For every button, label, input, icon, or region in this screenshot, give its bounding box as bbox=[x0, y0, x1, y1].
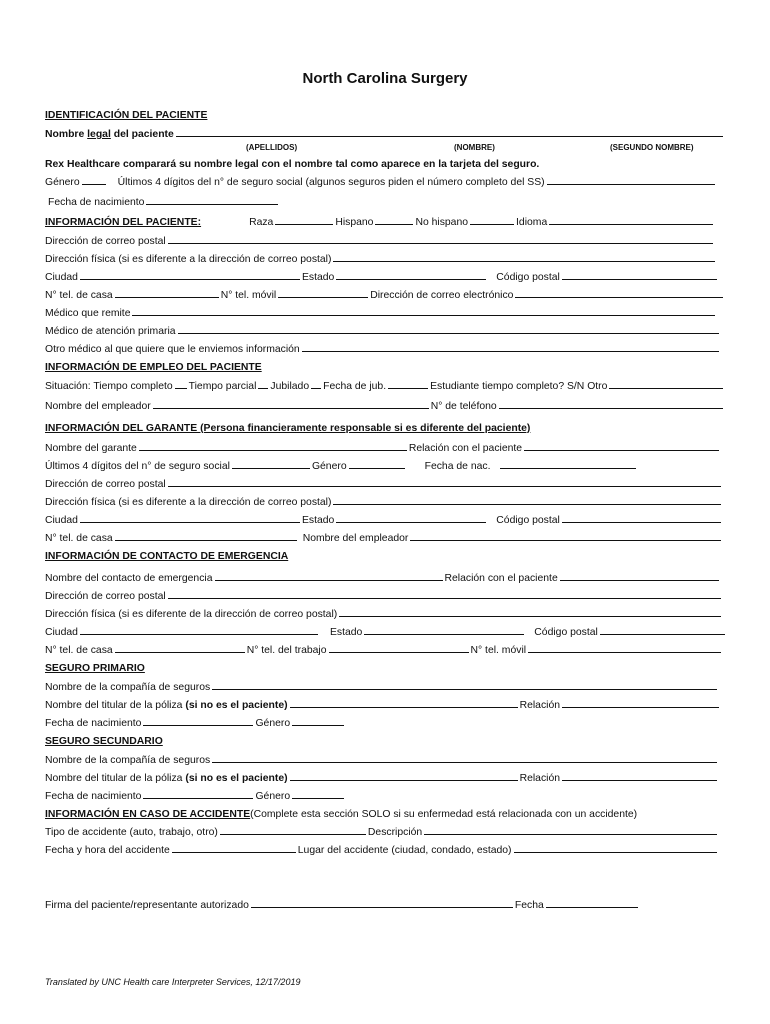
accident-place-label: Lugar del accidente (ciudad, condado, estado) bbox=[297, 845, 512, 856]
emergency-zip-label: Código postal bbox=[534, 627, 598, 638]
primary-holder-row bbox=[45, 697, 725, 711]
guarantor-mailing-row bbox=[45, 476, 725, 490]
secondary-company-field[interactable] bbox=[212, 762, 717, 763]
home-phone-field[interactable] bbox=[115, 297, 219, 298]
ssn-field[interactable] bbox=[547, 184, 715, 185]
guarantor-state-field[interactable] bbox=[336, 522, 486, 523]
other-doctor-row bbox=[45, 341, 725, 355]
secondary-holder-row bbox=[45, 770, 725, 784]
section-patient-id bbox=[45, 107, 725, 121]
guarantor-home-phone-field[interactable] bbox=[115, 540, 297, 541]
race-label: Raza bbox=[249, 217, 274, 228]
guarantor-dob-label: Fecha de nac. bbox=[424, 461, 491, 472]
sub-segundo-nombre: (SEGUNDO NOMBRE) bbox=[610, 143, 694, 152]
referring-doctor-field[interactable] bbox=[132, 315, 715, 316]
primary-holder-label: Nombre del titular de la póliza (si no es el paciente) bbox=[45, 700, 288, 711]
mobile-phone-label: N° tel. móvil bbox=[220, 290, 277, 301]
full-time-label: Situación: Tiempo completo bbox=[45, 381, 173, 392]
dob-label: Fecha de nacimiento bbox=[48, 197, 145, 208]
guarantor-physical-row bbox=[45, 494, 725, 508]
legal-name-field[interactable] bbox=[176, 136, 723, 137]
accident-datetime-field[interactable] bbox=[172, 852, 296, 853]
guarantor-zip-field[interactable] bbox=[562, 522, 721, 523]
guarantor-gender-field[interactable] bbox=[349, 468, 405, 469]
secondary-dob-label: Fecha de nacimiento bbox=[45, 791, 142, 802]
guarantor-ssn-label: Últimos 4 dígitos del n° de seguro social bbox=[45, 461, 230, 472]
primary-relation-field[interactable] bbox=[562, 707, 719, 708]
mailing-address-field[interactable] bbox=[168, 243, 713, 244]
page-title: North Carolina Surgery bbox=[302, 70, 468, 87]
emergency-home-phone-field[interactable] bbox=[115, 652, 245, 653]
secondary-insurance-header-row bbox=[45, 733, 725, 747]
employer-field[interactable] bbox=[153, 408, 429, 409]
section-header-patient-id: IDENTIFICACIÓN DEL PACIENTE bbox=[45, 110, 208, 121]
secondary-gender-label: Género bbox=[255, 791, 291, 802]
emergency-mobile-phone-label: N° tel. móvil bbox=[470, 645, 527, 656]
guarantor-zip-label: Código postal bbox=[496, 515, 560, 526]
primary-dob-field[interactable] bbox=[143, 725, 253, 726]
emergency-city-label: Ciudad bbox=[45, 627, 78, 638]
accident-datetime-label: Fecha y hora del accidente bbox=[45, 845, 170, 856]
dob-row bbox=[48, 194, 728, 208]
language-label: Idioma bbox=[516, 217, 548, 228]
email-field[interactable] bbox=[515, 297, 723, 298]
patient-info-header-row bbox=[45, 214, 725, 228]
guarantor-physical-label: Dirección física (si es diferente a la dirección de correo postal) bbox=[45, 497, 332, 508]
accident-header-note: (Complete esta sección SOLO si su enfermedad está relacionada con un accidente) bbox=[250, 809, 638, 820]
guarantor-employer-label: Nombre del empleador bbox=[302, 533, 409, 544]
guarantor-header-row bbox=[45, 420, 725, 434]
employment-status-row bbox=[45, 378, 725, 392]
signature-date-label: Fecha bbox=[514, 900, 544, 911]
employment-header-row bbox=[45, 359, 725, 373]
accident-description-field[interactable] bbox=[424, 834, 717, 835]
primary-company-label: Nombre de la compañía de seguros bbox=[45, 682, 211, 693]
emergency-zip-field[interactable] bbox=[600, 634, 725, 635]
retired-field[interactable] bbox=[311, 388, 321, 389]
primary-doctor-label: Médico de atención primaria bbox=[45, 326, 176, 337]
referring-doctor-row bbox=[45, 305, 725, 319]
section-header-employment: INFORMACIÓN DE EMPLEO DEL PACIENTE bbox=[45, 362, 262, 373]
emergency-mailing-label: Dirección de correo postal bbox=[45, 591, 166, 602]
state-field[interactable] bbox=[336, 279, 486, 280]
guarantor-ssn-field[interactable] bbox=[232, 468, 310, 469]
primary-holder-field[interactable] bbox=[290, 707, 518, 708]
emergency-mailing-row bbox=[45, 588, 725, 602]
part-time-label: Tiempo parcial bbox=[188, 381, 257, 392]
rex-note-text: Rex Healthcare comparará su nombre legal con el nombre tal como aparece en la tarjeta del seguro. bbox=[45, 159, 540, 170]
section-header-emergency: INFORMACIÓN DE CONTACTO DE EMERGENCIA bbox=[45, 551, 289, 562]
guarantor-name-label: Nombre del garante bbox=[45, 443, 137, 454]
primary-company-field[interactable] bbox=[212, 689, 717, 690]
retirement-date-label: Fecha de jub. bbox=[323, 381, 387, 392]
gender-ssn-row bbox=[45, 174, 725, 188]
signature-label: Firma del paciente/representante autorizado bbox=[45, 900, 249, 911]
emergency-mailing-field[interactable] bbox=[168, 598, 721, 599]
city-field[interactable] bbox=[80, 279, 300, 280]
primary-dob-label: Fecha de nacimiento bbox=[45, 718, 142, 729]
home-phone-label: N° tel. de casa bbox=[45, 290, 113, 301]
emergency-city-field[interactable] bbox=[80, 634, 318, 635]
employer-phone-label: N° de teléfono bbox=[430, 401, 497, 412]
secondary-relation-label: Relación bbox=[519, 773, 561, 784]
emergency-physical-field[interactable] bbox=[339, 616, 721, 617]
physical-address-label: Dirección física (si es diferente a la dirección de correo postal) bbox=[45, 254, 332, 265]
other-doctor-label: Otro médico al que quiere que le enviemos información bbox=[45, 344, 300, 355]
translation-footer: Translated by UNC Health care Interpreter Services, 12/17/2019 bbox=[45, 977, 301, 987]
city-label: Ciudad bbox=[45, 272, 78, 283]
primary-dob-row bbox=[45, 715, 725, 729]
emergency-name-row bbox=[45, 570, 725, 584]
sub-nombre: (NOMBRE) bbox=[454, 143, 495, 152]
accident-datetime-row bbox=[45, 842, 725, 856]
state-label: Estado bbox=[301, 272, 335, 283]
emergency-phones-row bbox=[45, 642, 725, 656]
guarantor-mailing-field[interactable] bbox=[168, 486, 721, 487]
section-header-primary-insurance: SEGURO PRIMARIO bbox=[45, 663, 145, 674]
legal-name-label: Nombre legal del paciente bbox=[45, 129, 174, 140]
rex-note bbox=[45, 156, 725, 170]
section-header-secondary-insurance: SEGURO SECUNDARIO bbox=[45, 736, 163, 747]
physical-address-row bbox=[45, 251, 725, 265]
ssn-label: Últimos 4 dígitos del n° de seguro social (algunos seguros piden el número completo del SS) bbox=[117, 177, 545, 188]
employer-label: Nombre del empleador bbox=[45, 401, 151, 412]
guarantor-city-label: Ciudad bbox=[45, 515, 78, 526]
mailing-address-label: Dirección de correo postal bbox=[45, 236, 166, 247]
secondary-company-label: Nombre de la compañía de seguros bbox=[45, 755, 211, 766]
accident-type-label: Tipo de accidente (auto, trabajo, otro) bbox=[45, 827, 218, 838]
emergency-physical-label: Dirección física (si es diferente de la dirección de correo postal) bbox=[45, 609, 338, 620]
secondary-relation-field[interactable] bbox=[562, 780, 717, 781]
emergency-physical-row bbox=[45, 606, 725, 620]
primary-gender-label: Género bbox=[255, 718, 291, 729]
part-time-field[interactable] bbox=[258, 388, 268, 389]
retirement-date-field[interactable] bbox=[388, 388, 428, 389]
guarantor-phone-row bbox=[45, 530, 725, 544]
emergency-name-label: Nombre del contacto de emergencia bbox=[45, 573, 213, 584]
guarantor-gender-label: Género bbox=[311, 461, 347, 472]
race-field[interactable] bbox=[275, 224, 333, 225]
other-doctor-field[interactable] bbox=[302, 351, 719, 352]
phones-email-row bbox=[45, 287, 725, 301]
secondary-company-row bbox=[45, 752, 725, 766]
emergency-mobile-phone-field[interactable] bbox=[528, 652, 721, 653]
legal-name-row bbox=[45, 126, 725, 140]
emergency-relation-label: Relación con el paciente bbox=[444, 573, 558, 584]
guarantor-relation-field[interactable] bbox=[524, 450, 719, 451]
primary-gender-field[interactable] bbox=[292, 725, 344, 726]
guarantor-relation-label: Relación con el paciente bbox=[408, 443, 523, 454]
employer-phone-field[interactable] bbox=[499, 408, 723, 409]
guarantor-physical-field[interactable] bbox=[333, 504, 721, 505]
section-header-accident: INFORMACIÓN EN CASO DE ACCIDENTE bbox=[45, 809, 251, 820]
emergency-home-phone-label: N° tel. de casa bbox=[45, 645, 113, 656]
signature-field[interactable] bbox=[251, 907, 513, 908]
primary-insurance-header-row bbox=[45, 660, 725, 674]
guarantor-ssn-row bbox=[45, 458, 725, 472]
secondary-gender-field[interactable] bbox=[292, 798, 344, 799]
primary-doctor-row bbox=[45, 323, 725, 337]
signature-date-field[interactable] bbox=[546, 907, 638, 908]
sub-apellidos: (APELLIDOS) bbox=[246, 143, 298, 152]
hispanic-field[interactable] bbox=[375, 224, 413, 225]
non-hispanic-label: No hispano bbox=[415, 217, 469, 228]
guarantor-employer-field[interactable] bbox=[410, 540, 721, 541]
email-label: Dirección de correo electrónico bbox=[370, 290, 514, 301]
non-hispanic-field[interactable] bbox=[470, 224, 514, 225]
emergency-state-label: Estado bbox=[329, 627, 363, 638]
emergency-state-field[interactable] bbox=[364, 634, 524, 635]
secondary-dob-field[interactable] bbox=[143, 798, 253, 799]
zip-label: Código postal bbox=[496, 272, 560, 283]
section-header-patient-info: INFORMACIÓN DEL PACIENTE: bbox=[45, 217, 202, 228]
guarantor-home-phone-label: N° tel. de casa bbox=[45, 533, 113, 544]
emergency-work-phone-field[interactable] bbox=[329, 652, 469, 653]
referring-doctor-label: Médico que remite bbox=[45, 308, 131, 319]
emergency-city-row bbox=[45, 624, 725, 638]
primary-doctor-field[interactable] bbox=[178, 333, 719, 334]
accident-place-field[interactable] bbox=[514, 852, 718, 853]
physical-address-field[interactable] bbox=[333, 261, 715, 262]
mailing-address-row bbox=[45, 233, 725, 247]
secondary-holder-field[interactable] bbox=[290, 780, 518, 781]
retired-label: Jubilado bbox=[270, 381, 310, 392]
accident-type-field[interactable] bbox=[220, 834, 366, 835]
guarantor-city-row bbox=[45, 512, 725, 526]
emergency-header-row bbox=[45, 548, 725, 562]
student-field[interactable] bbox=[609, 388, 723, 389]
accident-description-label: Descripción bbox=[367, 827, 423, 838]
secondary-dob-row bbox=[45, 788, 725, 802]
emergency-name-field[interactable] bbox=[215, 580, 443, 581]
student-label: Estudiante tiempo completo? S/N Otro bbox=[430, 381, 608, 392]
section-header-guarantor: INFORMACIÓN DEL GARANTE (Persona financieramente responsable si es diferente del paciente) bbox=[45, 423, 531, 434]
primary-relation-label: Relación bbox=[519, 700, 561, 711]
gender-label: Género bbox=[45, 177, 80, 188]
city-state-zip-row bbox=[45, 269, 725, 283]
accident-type-row bbox=[45, 824, 725, 838]
signature-row bbox=[45, 897, 725, 911]
gender-field[interactable] bbox=[82, 184, 106, 185]
guarantor-name-row bbox=[45, 440, 725, 454]
language-field[interactable] bbox=[549, 224, 713, 225]
emergency-work-phone-label: N° tel. del trabajo bbox=[246, 645, 327, 656]
emergency-relation-field[interactable] bbox=[560, 580, 719, 581]
primary-company-row bbox=[45, 679, 725, 693]
accident-header-row bbox=[45, 806, 725, 820]
mobile-phone-field[interactable] bbox=[278, 297, 368, 298]
zip-field[interactable] bbox=[562, 279, 717, 280]
guarantor-city-field[interactable] bbox=[80, 522, 300, 523]
guarantor-name-field[interactable] bbox=[139, 450, 407, 451]
full-time-field[interactable] bbox=[175, 388, 187, 389]
guarantor-mailing-label: Dirección de correo postal bbox=[45, 479, 166, 490]
hispanic-label: Hispano bbox=[335, 217, 374, 228]
guarantor-state-label: Estado bbox=[301, 515, 335, 526]
guarantor-dob-field[interactable] bbox=[500, 468, 636, 469]
employer-row bbox=[45, 398, 725, 412]
dob-field[interactable] bbox=[146, 204, 278, 205]
secondary-holder-label: Nombre del titular de la póliza (si no es el paciente) bbox=[45, 773, 288, 784]
